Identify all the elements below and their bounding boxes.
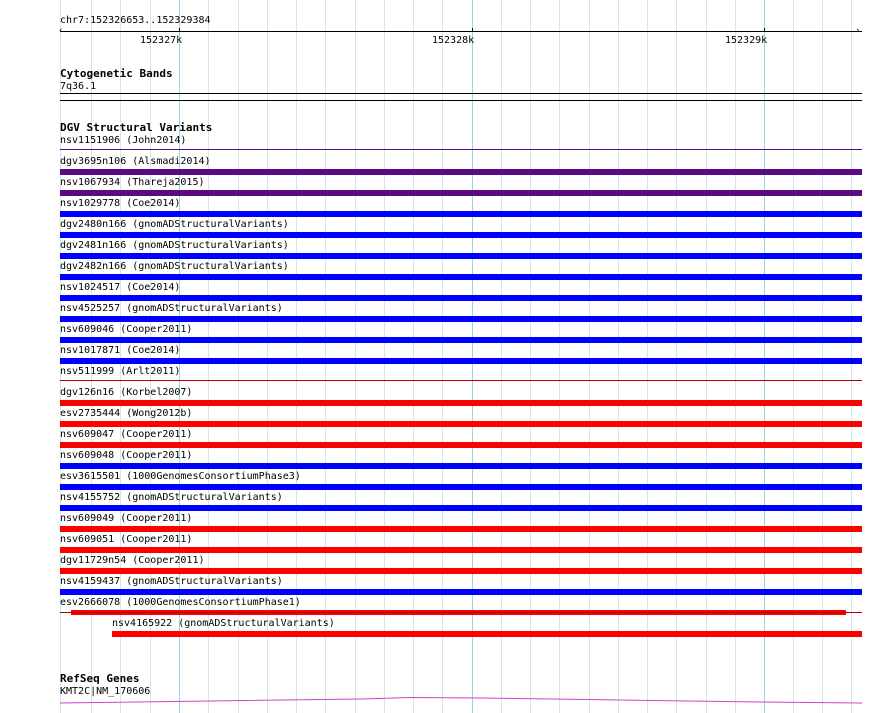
dgv-feature-label[interactable]: nsv1029778 (Coe2014) xyxy=(60,198,181,209)
dgv-feature-bar[interactable] xyxy=(60,211,862,217)
dgv-feature-label[interactable]: esv3615501 (1000GenomesConsortiumPhase3) xyxy=(60,471,301,482)
dgv-feature-bar[interactable] xyxy=(60,190,862,196)
dgv-feature-label[interactable]: dgv3695n106 (Alsmadi2014) xyxy=(60,156,211,167)
dgv-feature-bar[interactable] xyxy=(60,232,862,238)
location-label: chr7:152326653..152329384 xyxy=(60,15,211,26)
dgv-feature-label[interactable]: nsv609048 (Cooper2011) xyxy=(60,450,193,461)
dgv-feature-label[interactable]: dgv2482n166 (gnomADStructuralVariants) xyxy=(60,261,289,272)
dgv-feature-label[interactable]: nsv609049 (Cooper2011) xyxy=(60,513,193,524)
dgv-feature-bar[interactable] xyxy=(60,589,862,595)
refseq-gene-label[interactable]: KMT2C|NM_170606 xyxy=(60,686,151,697)
dgv-feature-bar[interactable] xyxy=(60,295,862,301)
grid-line xyxy=(325,0,326,713)
cytoband-bar-top[interactable] xyxy=(60,93,862,94)
dgv-feature-bar[interactable] xyxy=(60,421,862,427)
ruler-tick-label-1: 152327k xyxy=(140,35,183,46)
dgv-feature-bar[interactable] xyxy=(60,149,862,150)
grid-line xyxy=(647,0,648,713)
grid-line xyxy=(501,0,502,713)
grid-line xyxy=(355,0,356,713)
dgv-feature-bar[interactable] xyxy=(60,547,862,553)
grid-line xyxy=(676,0,677,713)
dgv-feature-label[interactable]: esv2735444 (Wong2012b) xyxy=(60,408,193,419)
dgv-feature-bar[interactable] xyxy=(60,484,862,490)
cytoband-label: 7q36.1 xyxy=(60,81,97,92)
grid-line xyxy=(472,0,473,713)
grid-line xyxy=(413,0,414,713)
dgv-feature-bar[interactable] xyxy=(60,358,862,364)
ruler-left-arrow-icon[interactable]: ‹ xyxy=(58,26,64,36)
dgv-feature-bar[interactable] xyxy=(60,568,862,574)
grid-line xyxy=(822,0,823,713)
dgv-feature-bar[interactable] xyxy=(112,631,862,637)
grid-line xyxy=(851,0,852,713)
grid-line xyxy=(530,0,531,713)
dgv-feature-label[interactable]: nsv511999 (Arlt2011) xyxy=(60,366,181,377)
dgv-feature-label[interactable]: dgv11729n54 (Cooper2011) xyxy=(60,555,205,566)
cytoband-bar-bottom[interactable] xyxy=(60,100,862,101)
ruler-line xyxy=(60,31,862,32)
dgv-feature-bar[interactable] xyxy=(60,400,862,406)
ruler-tick xyxy=(179,28,180,31)
dgv-feature-bar[interactable] xyxy=(60,337,862,343)
dgv-feature-label[interactable]: esv2666078 (1000GenomesConsortiumPhase1) xyxy=(60,597,301,608)
dgv-feature-label[interactable]: nsv1024517 (Coe2014) xyxy=(60,282,181,293)
ruler-tick xyxy=(472,28,473,31)
dgv-feature-label[interactable]: nsv4159437 (gnomADStructuralVariants) xyxy=(60,576,283,587)
dgv-feature-label[interactable]: dgv126n16 (Korbel2007) xyxy=(60,387,193,398)
dgv-feature-label[interactable]: nsv1151906 (John2014) xyxy=(60,135,187,146)
grid-line xyxy=(618,0,619,713)
grid-line xyxy=(706,0,707,713)
dgv-feature-label[interactable]: nsv4165922 (gnomADStructuralVariants) xyxy=(112,618,335,629)
refseq-gene-model[interactable] xyxy=(60,693,862,707)
dgv-feature-bar[interactable] xyxy=(60,253,862,259)
grid-line xyxy=(442,0,443,713)
grid-line xyxy=(589,0,590,713)
dgv-feature-label[interactable]: nsv1017871 (Coe2014) xyxy=(60,345,181,356)
dgv-feature-bar[interactable] xyxy=(60,274,862,280)
grid-line xyxy=(735,0,736,713)
dgv-feature-bar[interactable] xyxy=(60,612,862,613)
dgv-feature-label[interactable]: nsv1067934 (Thareja2015) xyxy=(60,177,205,188)
ruler-tick-label-2: 152328k xyxy=(432,35,475,46)
grid-line xyxy=(764,0,765,713)
dgv-feature-bar[interactable] xyxy=(60,169,862,175)
dgv-feature-label[interactable]: dgv2480n166 (gnomADStructuralVariants) xyxy=(60,219,289,230)
dgv-feature-label[interactable]: nsv4155752 (gnomADStructuralVariants) xyxy=(60,492,283,503)
dgv-feature-bar[interactable] xyxy=(60,463,862,469)
dgv-feature-label[interactable]: nsv609051 (Cooper2011) xyxy=(60,534,193,545)
grid-line xyxy=(793,0,794,713)
cytoband-track-title[interactable]: Cytogenetic Bands xyxy=(60,67,173,80)
dgv-feature-bar[interactable] xyxy=(60,505,862,511)
dgv-feature-bar[interactable] xyxy=(60,442,862,448)
dgv-feature-label[interactable]: nsv609047 (Cooper2011) xyxy=(60,429,193,440)
grid-line xyxy=(384,0,385,713)
ruler-tick xyxy=(764,28,765,31)
grid-line xyxy=(559,0,560,713)
ruler-right-arrow-icon[interactable]: › xyxy=(855,26,861,36)
dgv-feature-bar[interactable] xyxy=(60,526,862,532)
refseq-track-title[interactable]: RefSeq Genes xyxy=(60,672,140,685)
dgv-track-title[interactable]: DGV Structural Variants xyxy=(60,121,213,134)
dgv-feature-bar[interactable] xyxy=(60,380,862,381)
dgv-feature-label[interactable]: dgv2481n166 (gnomADStructuralVariants) xyxy=(60,240,289,251)
dgv-feature-bar[interactable] xyxy=(60,316,862,322)
dgv-feature-label[interactable]: nsv609046 (Cooper2011) xyxy=(60,324,193,335)
ruler-tick-label-3: 152329k xyxy=(725,35,768,46)
dgv-feature-label[interactable]: nsv4525257 (gnomADStructuralVariants) xyxy=(60,303,283,314)
